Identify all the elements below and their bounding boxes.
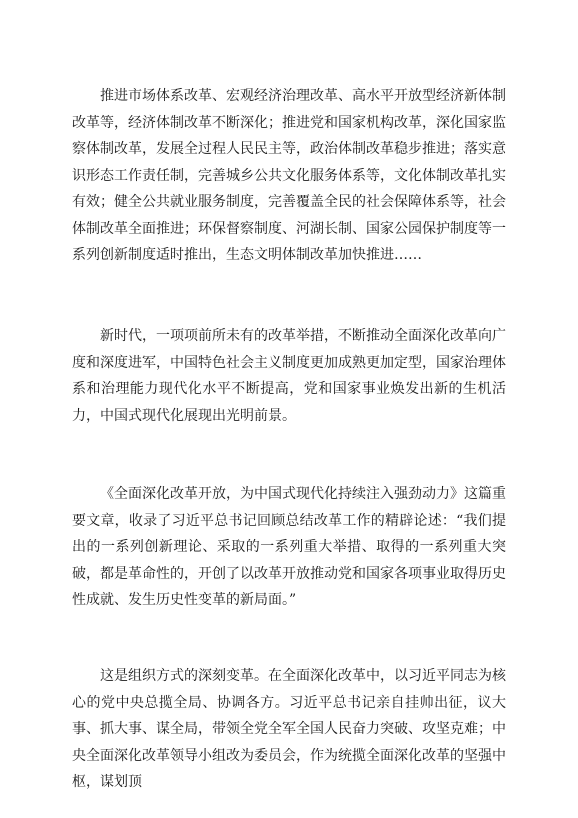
paragraph-new-era: 新时代，一项项前所未有的改革举措，不断推动全面深化改革向广度和深度进军，中国特色社会主义制度更加成熟更加定型，国家治理体系和治理能力现代化水平不断提高，党和国家事业焕发出新的生机活力，中国式现代化展现出光明前景。 — [72, 328, 506, 424]
paragraph-reform-progress: 推进市场体系改革、宏观经济治理改革、高水平开放型经济新体制改革等，经济体制改革不断深化；推进党和国家机构改革，深化国家监察体制改革，发展全过程人民民主等，政治体制改革稳步推进；落实意识形态工作责任制，完善城乡公共文化服务体系等，文化体制改革扎实有效；健全公共就业服务制度，完善覆盖全民的社会保障体系等，社会体制改革全面推进；环保督察制度、河湖长制、国家公园保护制度等一系列创新制度适时推出，生态文明体制改革加快推进…… — [72, 88, 506, 263]
paragraph-article-quote: 《全面深化改革开放，为中国式现代化持续注入强劲动力》这篇重要文章，收录了习近平总书记回顾总结改革工作的精辟论述：“我们提出的一系列创新理论、采取的一系列重大举措、取得的一系列重大突破，都是革命性的，开创了以改革开放推动党和国家各项事业取得历史性成就、发生历史性变革的新局面。” — [72, 486, 506, 608]
paragraph-organizational-change: 这是组织方式的深刻变革。在全面深化改革中，以习近平同志为核心的党中央总揽全局、协调各方。习近平总书记亲自挂帅出征，议大事、抓大事、谋全局，带领全党全军全国人民奋力突破、攻坚克难；中央全面深化改革领导小组改为委员会，作为统揽全面深化改革的坚强中枢，谋划顶 — [72, 668, 506, 790]
